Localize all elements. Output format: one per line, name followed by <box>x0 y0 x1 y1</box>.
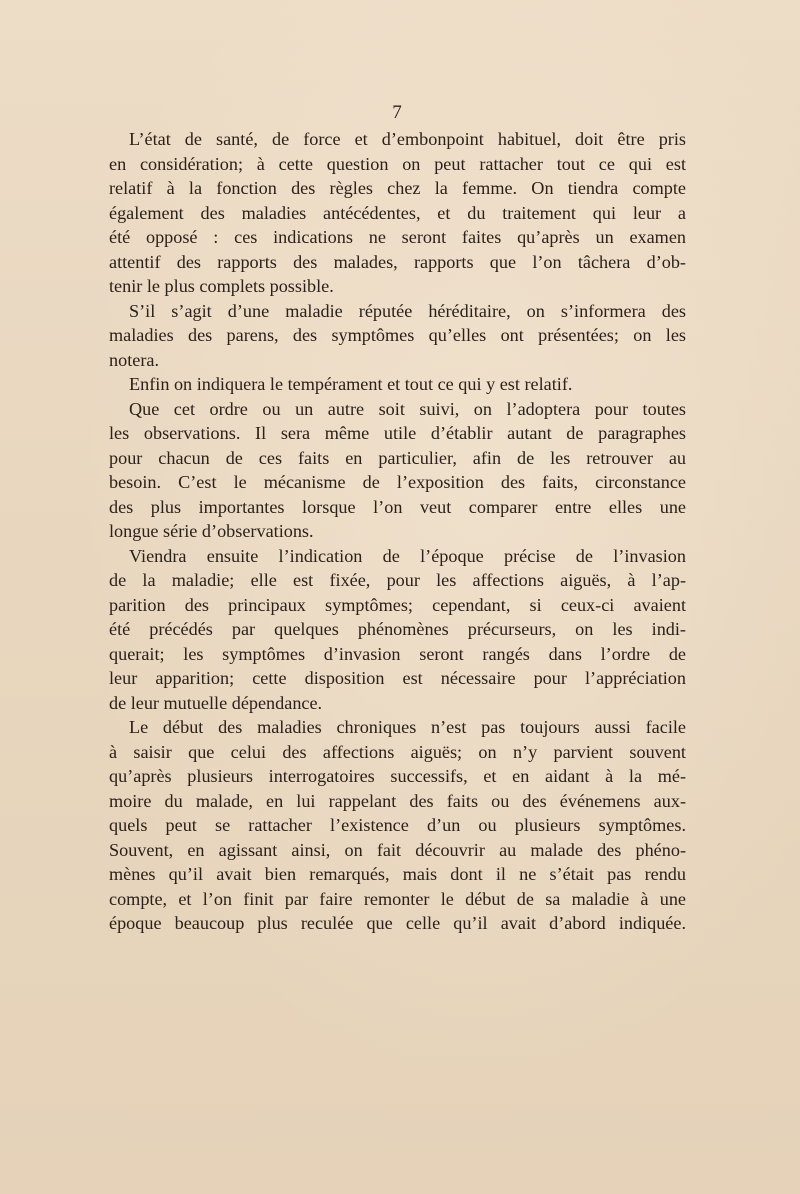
text-line: Souvent, en agissant ainsi, on fait découvrir au malade des phéno- <box>109 839 686 860</box>
paragraph-4 <box>109 397 686 544</box>
text-line: querait; les symptômes d’invasion seront rangés dans l’ordre de <box>109 643 686 664</box>
paragraph-2 <box>109 299 686 373</box>
text-line: Que cet ordre ou un autre soit suivi, on l’adoptera pour toutes <box>129 398 686 419</box>
text-line: de leur mutuelle dépendance. <box>109 692 323 713</box>
paragraph-1 <box>109 127 686 299</box>
text-line: Enfin on indiquera le tempérament et tout ce qui y est relatif. <box>129 374 573 394</box>
text-line: parition des principaux symptômes; cependant, si ceux-ci avaient <box>109 594 686 615</box>
text-line: des plus importantes lorsque l’on veut comparer entre elles une <box>109 496 686 517</box>
text-line: en considération; à cette question on peut rattacher tout ce qui est <box>109 153 686 174</box>
body-text <box>109 127 686 936</box>
text-line: relatif à la fonction des règles chez la femme. On tiendra compte <box>109 178 686 198</box>
text-line: leur apparition; cette disposition est nécessaire pour l’appréciation <box>109 668 686 688</box>
text-line: à saisir que celui des affections aiguës; on n’y parvient souvent <box>109 741 686 762</box>
text-line: quels peut se rattacher l’existence d’un ou plusieurs symptômes. <box>109 815 686 835</box>
text-line: compte, et l’on finit par faire remonter le début de sa maladie à une <box>109 888 686 909</box>
text-line: S’il s’agit d’une maladie réputée héréditaire, on s’informera des <box>129 300 686 321</box>
text-line: Le début des maladies chroniques n’est pas toujours aussi facile <box>129 717 686 737</box>
text-line: mènes qu’il avait bien remarqués, mais dont il ne s’était pas rendu <box>109 864 686 884</box>
paragraph-3 <box>109 372 686 397</box>
text-line: été précédés par quelques phénomènes précurseurs, on les indi- <box>109 619 686 639</box>
text-line: époque beaucoup plus reculée que celle qu’il avait d’abord indiquée. <box>109 913 686 933</box>
text-line: longue série d’observations. <box>109 521 314 541</box>
text-line: également des maladies antécédentes, et du traitement qui leur a <box>109 202 686 223</box>
text-line: notera. <box>109 349 159 370</box>
text-line: de la maladie; elle est fixée, pour les affections aiguës, à l’ap- <box>109 570 686 590</box>
text-line: maladies des parens, des symptômes qu’elles ont présentées; on les <box>109 325 686 345</box>
text-line: L’état de santé, de force et d’embonpoint habituel, doit être pris <box>129 129 686 149</box>
text-line: les observations. Il sera même utile d’établir autant de paragraphes <box>109 423 686 443</box>
text-line: besoin. C’est le mécanisme de l’exposition des faits, circonstance <box>109 472 686 492</box>
text-line: pour chacun de ces faits en particulier, afin de les retrouver au <box>109 447 686 468</box>
page-number: 7 <box>392 102 402 123</box>
text-line: moire du malade, en lui rappelant des faits ou des événemens aux- <box>109 790 686 811</box>
text-line: attentif des rapports des malades, rapports que l’on tâchera d’ob- <box>109 251 686 272</box>
text-line: tenir le plus complets possible. <box>109 276 334 296</box>
paragraph-5 <box>109 544 686 716</box>
text-line: qu’après plusieurs interrogatoires successifs, et en aidant à la mé- <box>109 766 686 786</box>
text-line: Viendra ensuite l’indication de l’époque précise de l’invasion <box>129 545 686 566</box>
text-line: été opposé : ces indications ne seront faites qu’après un examen <box>109 227 686 247</box>
paragraph-6 <box>109 715 686 936</box>
